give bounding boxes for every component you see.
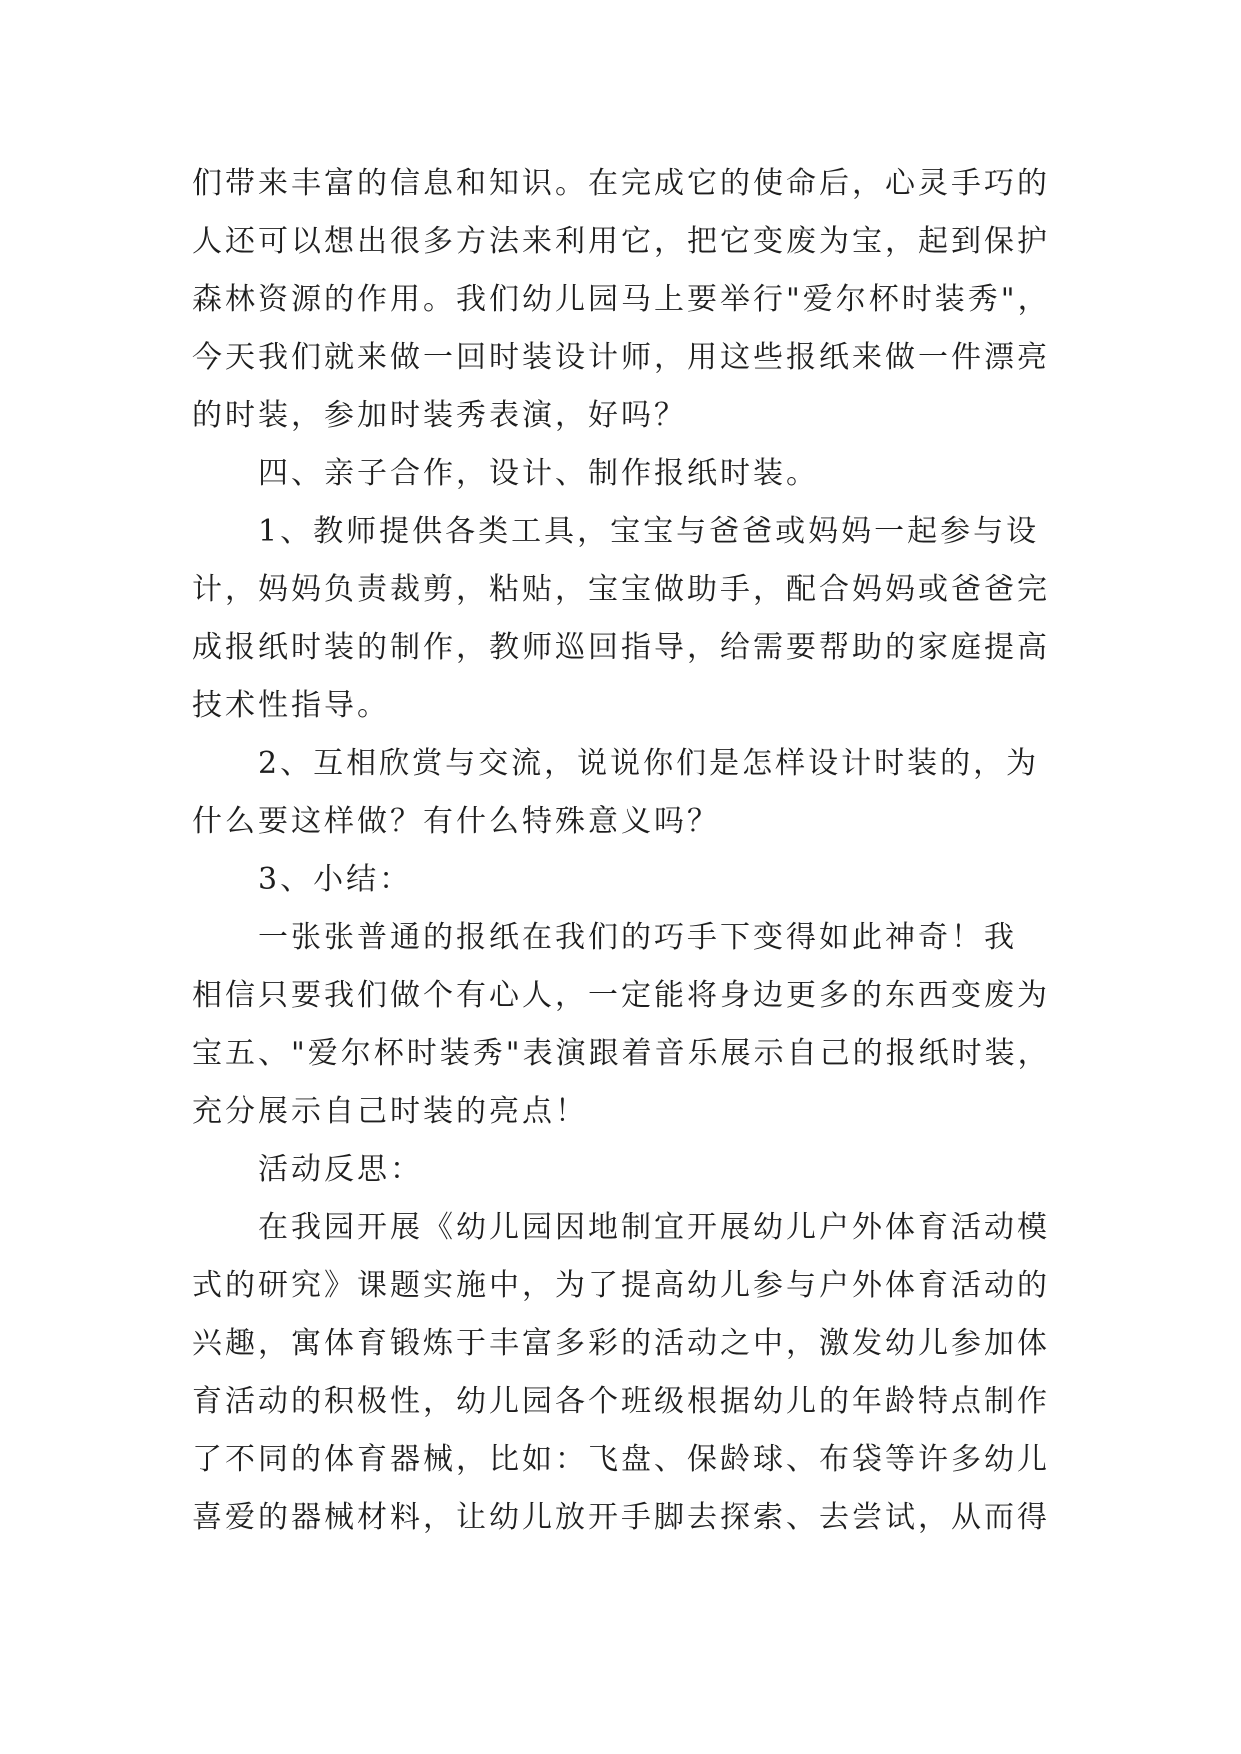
text-line: 成报纸时装的制作，教师巡回指导，给需要帮助的家庭提高 — [192, 630, 1050, 665]
text-line: 一张张普通的报纸在我们的巧手下变得如此神奇！我 — [258, 920, 1017, 955]
text-line: 们带来丰富的信息和知识。在完成它的使命后，心灵手巧的 — [192, 166, 1050, 201]
section-heading: 四、亲子合作，设计、制作报纸时装。 — [258, 456, 819, 491]
text-line: 的时装，参加时装秀表演，好吗？ — [192, 398, 687, 433]
text-line: 3、小结： — [258, 862, 413, 897]
text-line: 什么要这样做？有什么特殊意义吗？ — [192, 804, 720, 839]
text-line: 喜爱的器械材料，让幼儿放开手脚去探索、去尝试，从而得 — [192, 1500, 1050, 1535]
text-line: 相信只要我们做个有心人，一定能将身边更多的东西变废为 — [192, 978, 1050, 1013]
text-line: 育活动的积极性，幼儿园各个班级根据幼儿的年龄特点制作 — [192, 1384, 1050, 1419]
document-body — [192, 155, 1072, 1547]
text-line: 兴趣，寓体育锻炼于丰富多彩的活动之中，激发幼儿参加体 — [192, 1326, 1050, 1361]
text-line: 森林资源的作用。我们幼儿园马上要举行"爱尔杯时装秀"， — [192, 282, 1051, 317]
text-line: 式的研究》课题实施中，为了提高幼儿参与户外体育活动的 — [192, 1268, 1050, 1303]
text-line: 1、教师提供各类工具，宝宝与爸爸或妈妈一起参与设 — [258, 514, 1040, 549]
text-line: 宝五、"爱尔杯时装秀"表演跟着音乐展示自己的报纸时装， — [192, 1036, 1051, 1071]
text-line: 计，妈妈负责裁剪，粘贴，宝宝做助手，配合妈妈或爸爸完 — [192, 572, 1050, 607]
text-line: 今天我们就来做一回时装设计师，用这些报纸来做一件漂亮 — [192, 340, 1050, 375]
text-line: 了不同的体育器械，比如：飞盘、保龄球、布袋等许多幼儿 — [192, 1442, 1050, 1477]
text-line: 人还可以想出很多方法来利用它，把它变废为宝，起到保护 — [192, 224, 1050, 259]
text-line: 在我园开展《幼儿园因地制宜开展幼儿户外体育活动模 — [258, 1210, 1050, 1245]
section-heading: 活动反思： — [258, 1152, 423, 1187]
text-line: 充分展示自己时装的亮点！ — [192, 1094, 588, 1129]
text-line: 技术性指导。 — [192, 688, 390, 723]
text-line: 2、互相欣赏与交流，说说你们是怎样设计时装的，为 — [258, 746, 1040, 781]
